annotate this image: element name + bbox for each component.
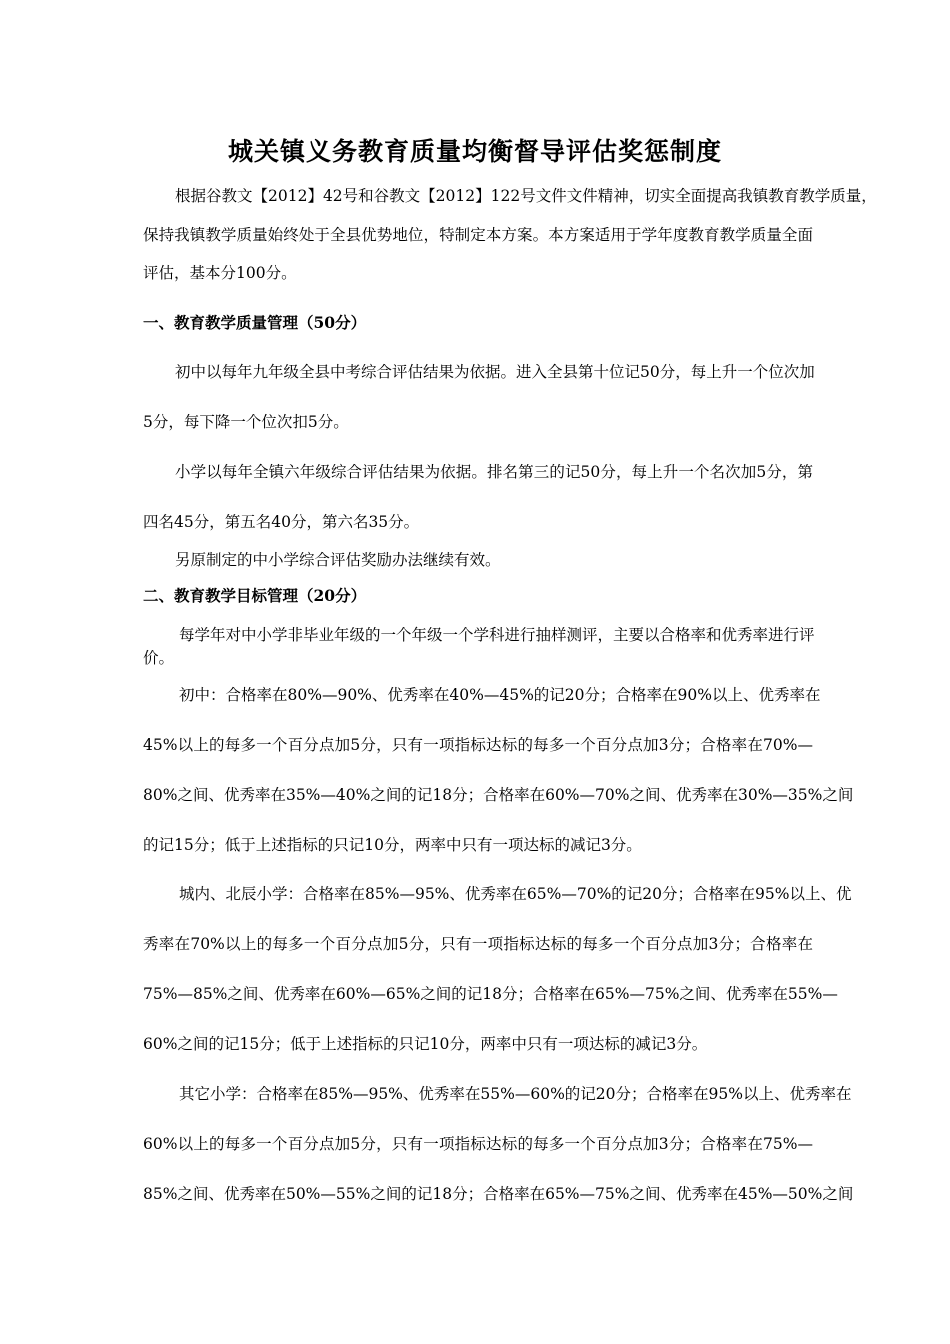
intro-line-1: 根据谷教文【2012】42号和谷教文【2012】122号文件文件精神，切实全面提高我镇教育教学质量， bbox=[175, 187, 877, 205]
junior-line-1: 初中：合格率在80%—90%、优秀率在40%—45%的记20分；合格率在90%以上、优秀率在 bbox=[179, 686, 821, 704]
other-line-1: 其它小学：合格率在85%—95%、优秀率在55%—60%的记20分；合格率在95%以上、优秀率在 bbox=[179, 1085, 852, 1103]
junior-line-3: 80%之间、优秀率在35%—40%之间的记18分；合格率在60%—70%之间、优秀率在30%—35%之间 bbox=[143, 786, 854, 804]
section-1-p1-line-1: 初中以每年九年级全县中考综合评估结果为依据。进入全县第十位记50分，每上升一个位次加 bbox=[175, 363, 815, 381]
intro-line-3: 评估，基本分100分。 bbox=[143, 264, 297, 282]
other-line-2: 60%以上的每多一个百分点加5分，只有一项指标达标的每多一个百分点加3分；合格率在75%— bbox=[143, 1135, 813, 1153]
section-2-p1-line-2: 价。 bbox=[143, 649, 175, 667]
city-line-3: 75%—85%之间、优秀率在60%—65%之间的记18分；合格率在65%—75%之间、优秀率在55%— bbox=[143, 985, 838, 1003]
city-line-1: 城内、北辰小学：合格率在85%—95%、优秀率在65%—70%的记20分；合格率在95%以上、优 bbox=[179, 885, 852, 903]
section-2-p1-line-1: 每学年对中小学非毕业年级的一个年级一个学科进行抽样测评，主要以合格率和优秀率进行评 bbox=[179, 626, 815, 644]
section-1-p3: 另原制定的中小学综合评估奖励办法继续有效。 bbox=[175, 551, 501, 569]
section-1-p2-line-1: 小学以每年全镇六年级综合评估结果为依据。排名第三的记50分，每上升一个名次加5分，第 bbox=[175, 463, 813, 481]
section-1-heading: 一、教育教学质量管理（50分） bbox=[143, 313, 367, 332]
section-2-heading: 二、教育教学目标管理（20分） bbox=[143, 586, 367, 605]
document-title: 城关镇义务教育质量均衡督导评估奖惩制度 bbox=[227, 137, 722, 166]
other-line-3: 85%之间、优秀率在50%—55%之间的记18分；合格率在65%—75%之间、优秀率在45%—50%之间 bbox=[143, 1185, 854, 1203]
city-line-2: 秀率在70%以上的每多一个百分点加5分，只有一项指标达标的每多一个百分点加3分；合格率在 bbox=[143, 935, 813, 953]
section-1-p1-line-2: 5分，每下降一个位次扣5分。 bbox=[143, 413, 349, 431]
section-1-p2-line-2: 四名45分，第五名40分，第六名35分。 bbox=[143, 513, 420, 531]
junior-line-2: 45%以上的每多一个百分点加5分，只有一项指标达标的每多一个百分点加3分；合格率在70%— bbox=[143, 736, 813, 754]
city-line-4: 60%之间的记15分；低于上述指标的只记10分，两率中只有一项达标的减记3分。 bbox=[143, 1035, 708, 1053]
intro-line-2: 保持我镇教学质量始终处于全县优势地位，特制定本方案。本方案适用于学年度教育教学质量全面 bbox=[143, 226, 813, 244]
junior-line-4: 的记15分；低于上述指标的只记10分，两率中只有一项达标的减记3分。 bbox=[143, 836, 642, 854]
